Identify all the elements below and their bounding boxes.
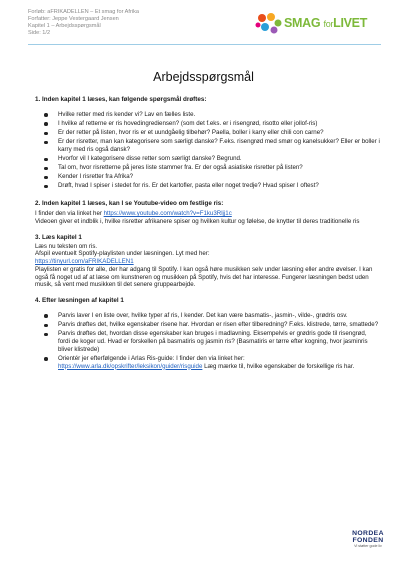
logo-line-2: FONDEN <box>352 537 384 544</box>
list-item: Tal om, hvor risretterne på jeres liste stammer fra. Er der også asiatiske risretter på listen? <box>44 164 380 172</box>
question-list <box>35 111 380 190</box>
logo-line-1: NORDEA <box>352 530 384 537</box>
section-title: 2. Inden kapitel 1 læses, kan I se Youtube-video om festlige ris: <box>35 199 224 207</box>
list-item: Drøft, hvad I spiser i stedet for ris. Er det kartofler, pasta eller noget tredje? Hvad spiser I oftest? <box>44 182 380 190</box>
header-line-chapter: Kapitel 1 – Arbejdsspørgsmål <box>28 23 101 30</box>
list-item: Hvorfor vil I kategorisere disse retter som særligt danske? Begrund. <box>44 155 380 163</box>
paragraph: Videoen giver et indblik i, hvilke risretter afrikanere spiser og hvilken kultur og følelse, de knytter til deres traditionelle ris <box>35 218 360 226</box>
paragraph: Afspil eventuelt Spotify-playlisten under læsningen. Lyt med her: <box>35 250 210 258</box>
list-item: Er der risretter, man kan kategorisere som særligt danske? F.eks. risengrød med smør og kanelsukker? Eller er boller i karry med ris også dansk? <box>44 138 380 154</box>
section-title: 3. Læs kapitel 1 <box>35 233 82 241</box>
logo-tagline: Vi støtter gode liv <box>354 544 382 548</box>
list-item-text: Læg mærke til, hvilke egenskaber de forskellige ris har. <box>202 362 355 370</box>
section-2 <box>35 200 380 226</box>
list-item: Hvilke retter med ris kender vi? Lav en fælles liste. <box>44 111 380 119</box>
paragraph-text: I finder den via linket her <box>35 210 104 218</box>
arla-risguide-link[interactable]: https://www.arla.dk/opskrifter/leksikon/guider/risguide <box>58 362 203 370</box>
youtube-link[interactable]: https://www.youtube.com/watch?v=F1ku3Rljj1c <box>103 210 232 218</box>
paragraph <box>35 210 380 218</box>
spotify-playlist-link[interactable]: https://tinyurl.com/aFRIKADELLEN1 <box>35 258 134 266</box>
list-item-text: Orientér jer efterfølgende i Arlas Ris-guide: I finder den via linket her: <box>58 354 245 362</box>
document-header <box>28 9 139 37</box>
paragraph: Playlisten er gratis for alle, der har adgang til Spotify. I kan også høre musikken selv under læsning eller andre øvelser. I kan også få noget ud af at læse om kunstneren og musikken på Spotify, hvis det har interesse. Fungerer læsningen bedst uden musik, så vent med musikken til det senere gruppearbejde. <box>35 265 373 289</box>
section-title: 4. Efter læsningen af kapitel 1 <box>35 297 124 305</box>
list-item: Parvis drøftes det, hvilke egenskaber risene har. Hvordan er risen efter tilberedning? F.eks. klistrede, tørre, smattede? <box>44 321 380 329</box>
list-item: Kender I risretter fra Afrika? <box>44 173 380 181</box>
header-line-page: Side: 1/2 <box>28 30 51 37</box>
page-title: Arbejdsspørgsmål <box>153 70 254 84</box>
paragraph <box>35 258 380 266</box>
section-4 <box>35 297 380 370</box>
smag-for-livet-logo <box>254 10 382 36</box>
worksheet-content <box>35 96 380 372</box>
smag-for-livet-emblem-icon <box>254 10 284 36</box>
section-3 <box>35 234 380 289</box>
logo-wordmark: SMAG forLIVET <box>284 16 368 30</box>
section-1 <box>35 96 380 190</box>
list-item: I hvilke af retterne er ris hovedingrediensen? (som det f.eks. er i risengrød, risotto eller jollof-ris) <box>44 120 380 128</box>
header-divider <box>28 44 381 45</box>
section-title: 1. Inden kapitel 1 læses, kan følgende spørgsmål drøftes: <box>35 96 207 103</box>
list-item: Er der retter på listen, hvor ris er et uundgåelig tilbehør? Paella, boller i karry eller chili con carne? <box>44 129 380 137</box>
header-line-course: Forløb: aFRIKADELLEN – Et smag for Afrika <box>28 9 139 15</box>
paragraph: Læs nu teksten om ris. <box>35 242 98 250</box>
header-line-author: Forfatter: Jeppe Vestergaard Jensen <box>28 16 119 23</box>
list-item: Parvis laver I en liste over, hvilke typer af ris, I kender. Det kan være basmatis-, jasmin-, vilde-, grødris osv. <box>44 312 380 320</box>
list-item: Parvis drøftes det, hvordan disse egenskaber kan bruges i madlavning. Eksempelvis er grødris gode til risengrød, fordi de koger ud. Hvad er forskellen på basmatiris og jasmin ris? (Basmatiris er tørre efter kogning, hvor jasminris bliver klistrede) <box>44 330 380 353</box>
task-list <box>35 312 380 370</box>
list-item <box>44 355 380 371</box>
nordea-fonden-logo <box>346 530 390 548</box>
